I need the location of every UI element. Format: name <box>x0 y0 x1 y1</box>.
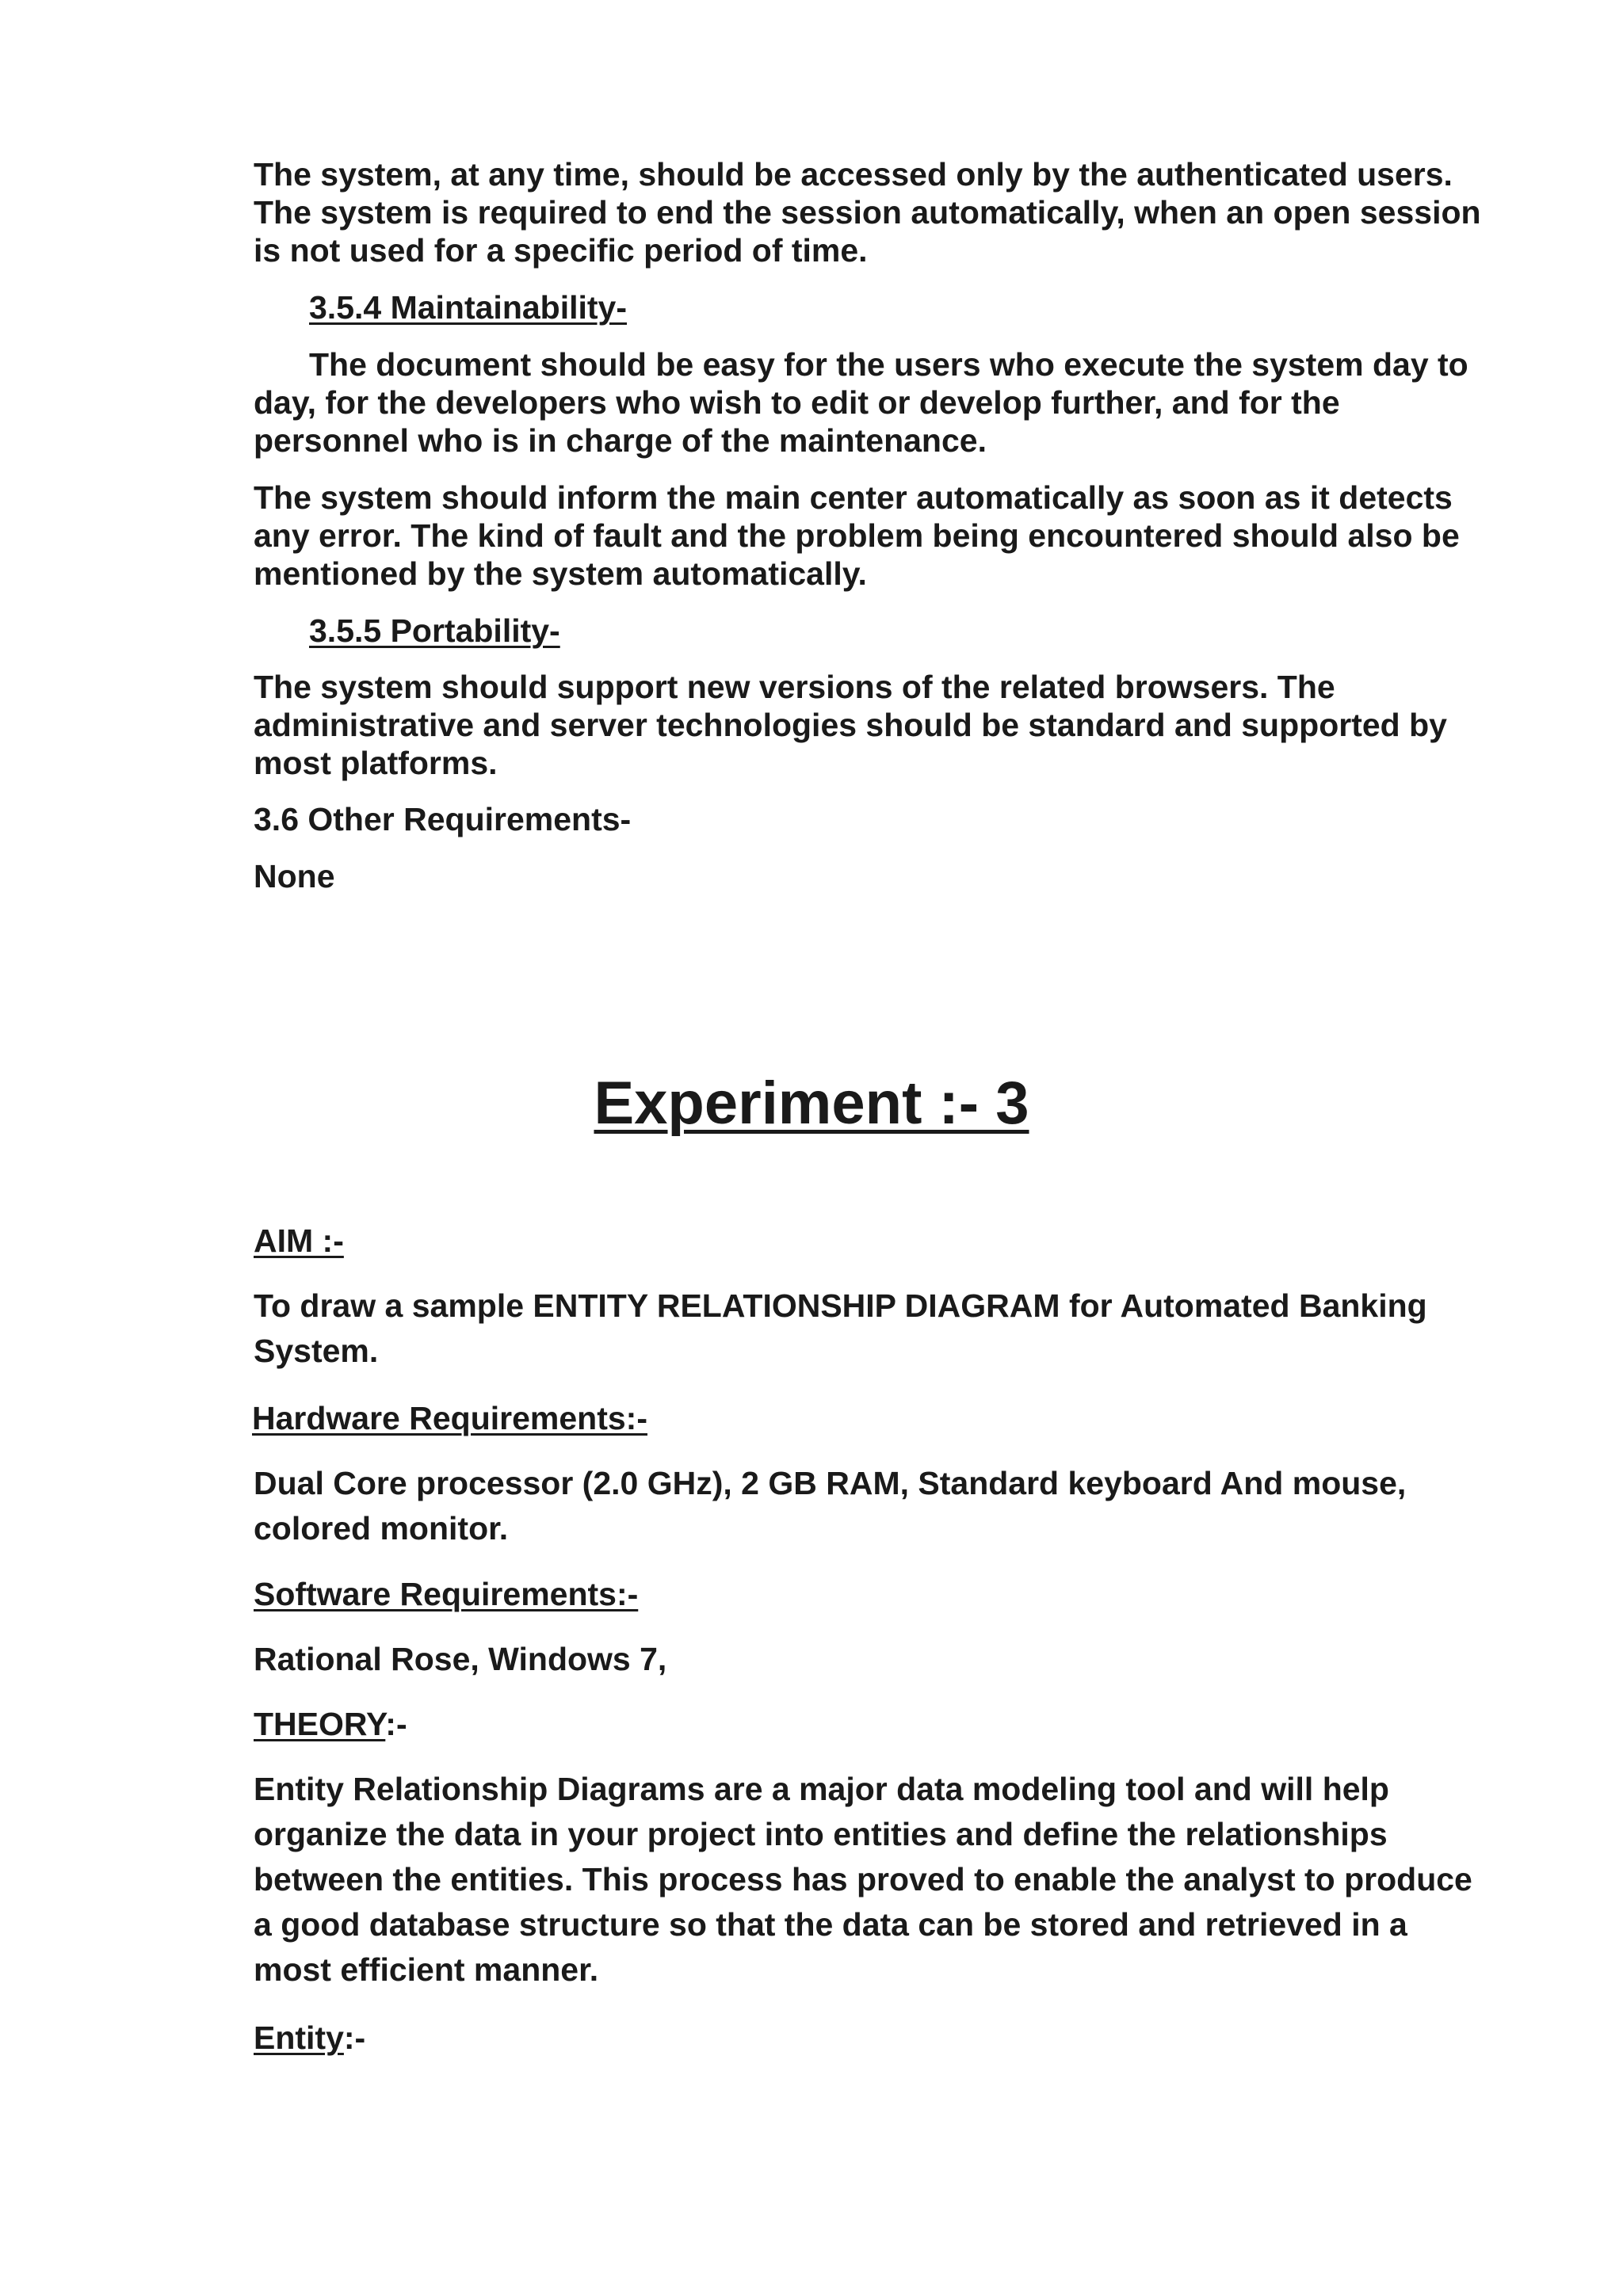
maintainability-heading: 3.5.4 Maintainability- <box>309 289 627 326</box>
theory-suffix: :- <box>385 1706 407 1742</box>
software-requirements-label: Software Requirements:- <box>254 1576 639 1612</box>
maintainability-paragraph-2: The system should inform the main center automatically as soon as it detects any error. The kind of fault and the problem being encountered should also be mentioned by the system automatically. <box>254 479 1460 592</box>
hardware-requirements-text: Dual Core processor (2.0 GHz), 2 GB RAM, Standard keyboard And mouse, colored monitor. <box>254 1465 1407 1547</box>
security-paragraph: The system, at any time, should be accessed only by the authenticated users. The system is required to end the session automatically, when an open session is not used for a specific period of time. <box>254 156 1481 269</box>
other-requirements-value: None <box>254 858 335 894</box>
aim-label: AIM :- <box>254 1222 344 1259</box>
entity-label: Entity <box>254 2019 344 2056</box>
software-requirements-text: Rational Rose, Windows 7, <box>254 1641 667 1677</box>
experiment-title: Experiment :- 3 <box>594 1070 1029 1137</box>
hardware-requirements-label: Hardware Requirements:- <box>252 1400 647 1436</box>
aim-text: To draw a sample ENTITY RELATIONSHIP DIAGRAM for Automated Banking System. <box>254 1287 1427 1369</box>
theory-label: THEORY <box>254 1706 386 1742</box>
entity-heading <box>254 2016 365 2061</box>
other-requirements-heading: 3.6 Other Requirements- <box>254 801 632 837</box>
portability-paragraph: The system should support new versions of the related browsers. The administrative and server technologies should be standard and supported by most platforms. <box>254 669 1447 781</box>
portability-heading: 3.5.5 Portability- <box>309 612 560 649</box>
theory-heading <box>254 1702 407 1747</box>
theory-text: Entity Relationship Diagrams are a major data modeling tool and will help organize the data in your project into entities and define the relationships between the entities. This process has proved to enable the analyst to produce a good database structure so that the data can be stored and retrieved in a most efficient manner. <box>254 1771 1472 1988</box>
entity-suffix: :- <box>343 2019 366 2056</box>
maintainability-paragraph-1: The document should be easy for the users who execute the system day to day, for the developers who wish to edit or develop further, and for the personnel who is in charge of the maintenance. <box>254 346 1468 459</box>
